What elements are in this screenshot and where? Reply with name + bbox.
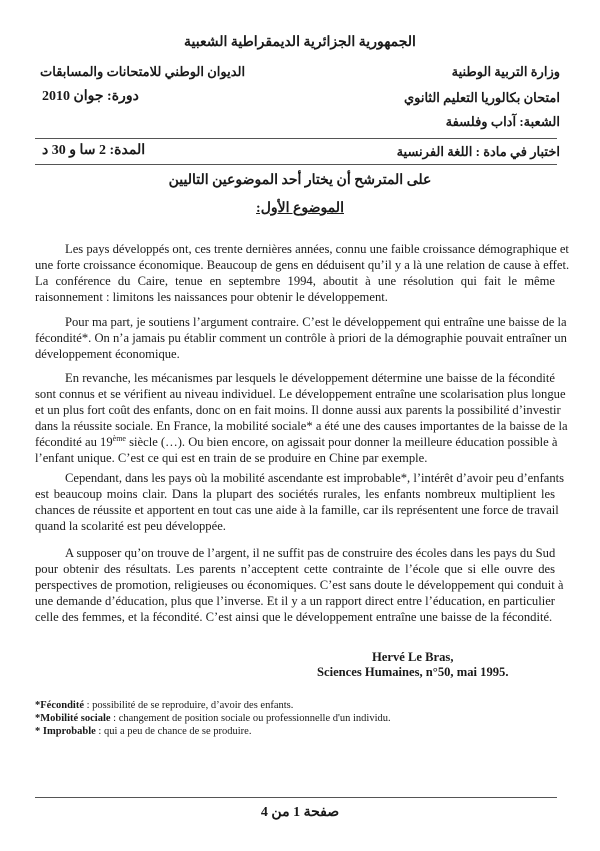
text-line: fécondité au 19ème siècle (…). Ou bien encore, on agissait pour donner la meilleure éducation possible à [35, 433, 558, 449]
footnote [35, 699, 293, 712]
text-line: raisonnement : limitons les naissances pour obtenir le développement. [35, 290, 388, 304]
text-line: développement économique. [35, 347, 180, 361]
text-line: l’enfant unique. C’est ce qui est en train de se produire en Chine par exemple. [35, 451, 428, 465]
divider [35, 138, 557, 139]
text-line: une forte croissance économique. Beaucoup de gens en déduisent qu’il y a là une relation de cause à effet. [35, 258, 570, 272]
text-line: dans la réussite sociale. En France, la mobilité sociale* a été une des causes importantes de la baisse de la [35, 419, 568, 433]
subject-label: اختبار في مادة : اللغة الفرنسية [396, 144, 560, 159]
footnote-definition: : changement de position sociale ou professionnelle d'un individu. [110, 713, 391, 724]
footnote-definition: : possibilité de se reproduire, d’avoir des enfants. [84, 700, 294, 711]
instruction: على المترشح أن يختار أحد الموضوعين التاليين [168, 173, 432, 188]
divider [35, 164, 557, 165]
text-line: une demande d’éducation, plus que l’inverse. Et il y a un rapport direct entre l’éducation, en particulier [35, 594, 555, 608]
text-line: est beaucoup moins clair. Dans la plupart des sociétés rurales, les enfants nombreux multiplient les [35, 487, 555, 501]
exam-label: امتحان بكالوريا التعليم الثانوي [403, 90, 560, 105]
text-line: et un plus fort coût des enfants, donc on en fait moins. Il donne aussi aux parents la possibilité d’investir [35, 403, 561, 417]
branch-label: الشعبة: آداب وفلسفة [445, 114, 560, 129]
footer-divider [35, 797, 557, 798]
text-line: Les pays développés ont, ces trente dernières années, connu une faible croissance démographique et [65, 242, 569, 256]
text-line: perspectives de promotion, religieuses ou économiques. C’est sans doute le développement qui conduit à [35, 578, 564, 592]
text-line: sont connus et se vérifient au niveau individuel. Le développement entraîne une scolarisation plus longue [35, 387, 566, 401]
footnote [35, 712, 391, 725]
paragraph [35, 370, 568, 466]
text-line: La conférence du Caire, tenue en septembre 1994, aboutit à une résolution qui fait le même [35, 274, 555, 288]
text-line: pour obtenir des résultats. Les parents n’acceptent cette contrainte de l’école que si elle ouvre des [35, 562, 555, 576]
page-number: صفحة 1 من 4 [260, 805, 340, 820]
session-label: دورة: جوان 2010 [42, 89, 139, 104]
paragraph [35, 314, 567, 362]
superscript: ème [112, 433, 126, 443]
text-line: chances de réussite et apportent en tout cas une aide à la famille, car ils représentent une force de travail [35, 503, 559, 517]
footnote-term: *Mobilité sociale [35, 713, 111, 724]
footnote-definition: : qui a peu de chance de se produire. [95, 726, 252, 737]
duration-label: المدة: 2 سا و 30 د [42, 143, 146, 158]
author: Hervé Le Bras, [372, 650, 454, 664]
text-line: Pour ma part, je soutiens l’argument contraire. C’est le développement qui entraîne une baisse de la [65, 315, 567, 329]
footnote-term: *Fécondité [35, 700, 84, 711]
republic-header: الجمهورية الجزائرية الديمقراطية الشعبية [184, 35, 416, 50]
topic-title [0, 200, 600, 217]
paragraph [35, 470, 565, 534]
text-line: quand la scolarité est peu développée. [35, 519, 226, 533]
text-line: celle des femmes, et la fécondité. C’est ainsi que le développement entraîne une baisse de la fécondité. [35, 610, 553, 624]
text-line: Cependant, dans les pays où la mobilité ascendante est improbable*, l’intérêt d’avoir peu d’enfants [65, 471, 565, 485]
paragraph [35, 545, 564, 625]
text-line: fécondité*. On n’a jamais pu établir comment un contrôle à priori de la démographie pouvait entraîner un [35, 331, 567, 345]
footnote [35, 725, 251, 738]
paragraph [35, 241, 570, 305]
topic-title-text: الموضوع الأول: [256, 201, 344, 216]
office-label: الديوان الوطني للامتحانات والمسابقات [40, 64, 246, 79]
source: Sciences Humaines, n°50, mai 1995. [317, 665, 509, 679]
text-line: En revanche, les mécanismes par lesquels le développement détermine une baisse de la fécondité [65, 371, 555, 385]
footnote-term: * Improbable [35, 726, 96, 737]
ministry-label: وزارة التربية الوطنية [451, 64, 560, 79]
text-line: A supposer qu’on trouve de l’argent, il ne suffit pas de construire des écoles dans les pays du Sud [65, 546, 556, 560]
